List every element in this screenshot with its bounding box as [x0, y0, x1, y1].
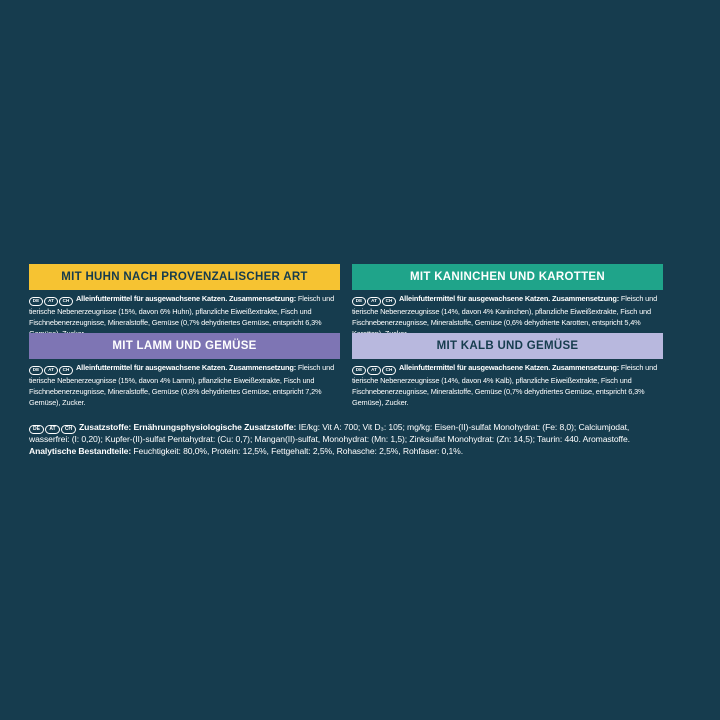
panel-title: MIT KANINCHEN UND KAROTTEN: [410, 271, 605, 283]
additives-section: [29, 422, 669, 457]
composition-label: Alleinfuttermittel für ausgewachsene Katzen. Zusammensetzung:: [76, 294, 297, 303]
flag-at: AT: [45, 425, 60, 435]
flag-ch: CH: [382, 297, 396, 306]
country-flags-icon: [352, 297, 396, 306]
flag-de: DE: [29, 366, 43, 375]
panel-lamm: [29, 333, 340, 408]
panel-description: [29, 293, 340, 327]
flag-ch: CH: [61, 425, 76, 435]
flag-at: AT: [44, 297, 58, 306]
panel-kaninchen: [352, 264, 663, 327]
composition-text: Fleisch und tierische Nebenerzeugnisse (15%, davon 6% Huhn), pflanzliche Eiweißextrakte, Fisch und Fischnebenerzeugnisse, Mineralstoffe, Gemüse (0,7% dehydriertes Gemüse, entspricht 6,3%: [29, 294, 335, 328]
flag-at: AT: [367, 297, 381, 306]
composition-label: Alleinfuttermittel für ausgewachsene Katzen. Zusammensetzung:: [76, 363, 297, 372]
panel-title: MIT KALB UND GEMÜSE: [436, 340, 579, 352]
product-grid: [29, 264, 663, 408]
panel-title-bar: [352, 264, 663, 290]
flag-at: AT: [367, 366, 381, 375]
panel-description: [352, 362, 663, 408]
country-flags-icon: [29, 425, 76, 435]
country-flags-icon: [352, 366, 396, 375]
flag-de: DE: [352, 366, 366, 375]
additives-text: IE/kg: Vit A: 700; Vit D₃: 105; mg/kg: Eisen-(II)-sulfat Monohydrat: (Fe: 8,0); Calciumjodat, wasserfrei: (I: 0,20); Kupfer-(II)-sulfat Pentahydrat: (Cu: 0,7); Mangan(II)-sulfat, Monohydrat: (Mn: 1,5); Zinksulfat Monohydrat: (Zn: 14,5); Taurin: 440. Aromastoffe.: [29, 422, 630, 445]
flag-at: AT: [44, 366, 58, 375]
panel-kalb: [352, 333, 663, 408]
analysis-text: Feuchtigkeit: 80,0%, Protein: 12,5%, Fettgehalt: 2,5%, Rohasche: 2,5%, Rohfaser: 0,1%.: [131, 445, 463, 456]
flag-ch: CH: [59, 297, 73, 306]
composition-label: Alleinfuttermittel für ausgewachsene Katzen. Zusammensetzung:: [399, 363, 620, 372]
flag-ch: CH: [59, 366, 73, 375]
panel-title-bar: [352, 333, 663, 359]
flag-de: DE: [352, 297, 366, 306]
flag-de: DE: [29, 297, 43, 306]
panel-description: [29, 362, 340, 408]
composition-text: Fleisch und tierische Nebenerzeugnisse (15%, davon 4% Lamm), pflanzliche Eiweißextrakte, Fisch und Fischnebenerzeugnisse, Mineralstoffe, Gemüse (0,8% dehydriertes Gemüse, entspricht 7,2% Gemüse), Zucker.: [29, 363, 335, 408]
panel-description: [352, 293, 663, 327]
panel-huhn: [29, 264, 340, 327]
country-flags-icon: [29, 366, 73, 375]
composition-text: Fleisch und tierische Nebenerzeugnisse (14%, davon 4% Kaninchen), pflanzliche Eiweißextrakte, Fisch und Fischnebenerzeugnisse, Mineralstoffe, Gemüse (0,6% dehydrierte Karotten, entspricht 5,4%: [352, 294, 658, 328]
panel-title: MIT HUHN NACH PROVENZALISCHER ART: [61, 271, 308, 283]
composition-text: Fleisch und tierische Nebenerzeugnisse (14%, davon 4% Kalb), pflanzliche Eiweißextrakte, Fisch und Fischnebenerzeugnisse, Mineralstoffe, Gemüse (0,7% dehydriertes Gemüse, entspricht 6,3% Gemüse), Zucker.: [352, 363, 658, 408]
country-flags-icon: [29, 297, 73, 306]
additives-label: Zusatzstoffe: Ernährungsphysiologische Zusatzstoffe:: [79, 422, 297, 432]
panel-title-bar: [29, 333, 340, 359]
flag-ch: CH: [382, 366, 396, 375]
composition-label: Alleinfuttermittel für ausgewachsene Katzen. Zusammensetzung:: [399, 294, 620, 303]
panel-title-bar: [29, 264, 340, 290]
analysis-label: Analytische Bestandteile:: [29, 445, 132, 456]
flag-de: DE: [29, 425, 44, 435]
panel-title: MIT LAMM UND GEMÜSE: [112, 340, 257, 352]
